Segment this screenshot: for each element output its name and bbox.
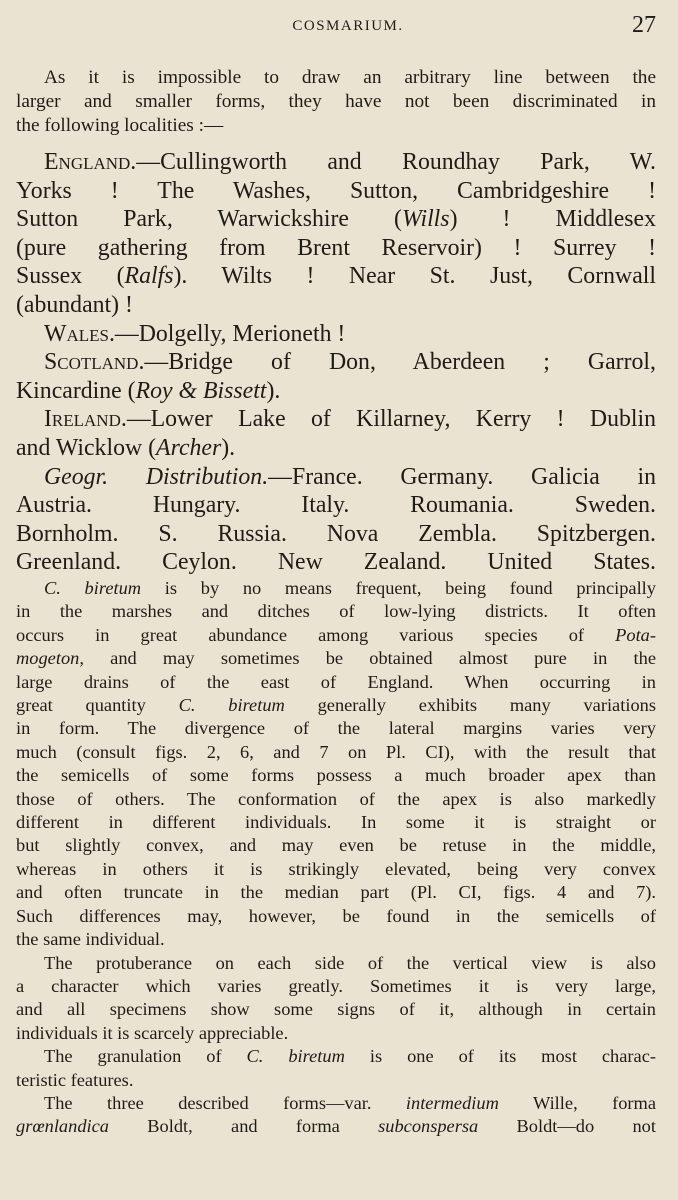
text-line: Kincardine (Roy & Bissett). bbox=[16, 377, 281, 404]
text-line: different in different individuals. In some it is straight or bbox=[16, 812, 656, 833]
text-line: in form. The divergence of the lateral margins varies very bbox=[16, 718, 656, 739]
running-head: COSMARIUM. bbox=[292, 18, 404, 34]
text-line: those of others. The conformation of the apex is also markedly bbox=[16, 788, 656, 809]
text-line: teristic features. bbox=[16, 1069, 134, 1090]
text-line: the semicells of some forms possess a much broader apex than bbox=[16, 765, 656, 786]
text-line: Bornholm. S. Russia. Nova Zembla. Spitzbergen. bbox=[16, 520, 656, 547]
text-line: the same individual. bbox=[16, 929, 165, 950]
text-line: As it is impossible to draw an arbitrary line between the bbox=[44, 67, 656, 88]
text-line: The granulation of C. biretum is one of its most charac- bbox=[44, 1046, 656, 1067]
locality-ireland: Ireland.—Lower Lake of Killarney, Kerry ! Dublin bbox=[44, 406, 656, 433]
text-line: the following localities :— bbox=[16, 115, 224, 136]
text-line: and often truncate in the median part (Pl. CI, figs. 4 and 7). bbox=[16, 882, 656, 903]
text-line: (pure gathering from Brent Reservoir) ! Surrey ! bbox=[16, 234, 656, 261]
text-line: Greenland. Ceylon. New Zealand. United States. bbox=[16, 549, 656, 576]
text-line: grœnlandica Boldt, and forma subconspersa Boldt—do not bbox=[16, 1116, 656, 1137]
text-line: great quantity C. biretum generally exhibits many variations bbox=[16, 695, 656, 716]
text-line: Such differences may, however, be found in the semicells of bbox=[16, 905, 656, 926]
page-header bbox=[0, 14, 678, 44]
text-line: The three described forms—var. intermedium Wille, forma bbox=[44, 1092, 657, 1113]
text-line: and all specimens show some signs of it, although in certain bbox=[16, 999, 656, 1020]
text-line: large drains of the east of England. When occurring in bbox=[16, 671, 656, 692]
text-line: Sussex (Ralfs). Wilts ! Near St. Just, Cornwall bbox=[16, 263, 656, 290]
text-line: much (consult figs. 2, 6, and 7 on Pl. CI), with the result that bbox=[16, 741, 656, 762]
locality-scotland: Scotland.—Bridge of Don, Aberdeen ; Garrol, bbox=[44, 349, 656, 376]
body-text bbox=[16, 577, 656, 1139]
text-line: The protuberance on each side of the vertical view is also bbox=[44, 952, 656, 973]
text-line: C. biretum is by no means frequent, being found principally bbox=[44, 578, 656, 598]
distribution-label: Geogr. Distribution. bbox=[44, 463, 269, 490]
text-line: Yorks ! The Washes, Sutton, Cambridgeshire ! bbox=[16, 177, 656, 204]
text-line: Sutton Park, Warwickshire (Wills) ! Middlesex bbox=[16, 206, 656, 233]
text-line: in the marshes and ditches of low-lying districts. It often bbox=[16, 601, 656, 622]
region-label: Wales. bbox=[44, 320, 115, 347]
text-line: individuals it is scarcely appreciable. bbox=[16, 1022, 289, 1043]
text-line: a character which varies greatly. Sometimes it is very large, bbox=[16, 975, 656, 996]
text-line: Austria. Hungary. Italy. Roumania. Sweden. bbox=[16, 492, 656, 519]
region-label: Ireland. bbox=[44, 406, 127, 433]
geographic-distribution: Geogr. Distribution.—France. Germany. Galicia in bbox=[44, 463, 656, 490]
region-label: Scotland. bbox=[44, 349, 145, 376]
localities-section bbox=[16, 148, 656, 577]
text-line: and Wicklow (Archer). bbox=[16, 434, 236, 461]
intro-paragraph bbox=[16, 66, 656, 138]
text-line: mogeton, and may sometimes be obtained almost pure in the bbox=[16, 648, 656, 669]
text-line: (abundant) ! bbox=[16, 291, 133, 318]
text-line: whereas in others it is strikingly elevated, being very convex bbox=[16, 858, 656, 879]
page-number: 27 bbox=[632, 12, 656, 38]
text-line: larger and smaller forms, they have not been discriminated in bbox=[16, 91, 656, 112]
locality-england: England.—Cullingworth and Roundhay Park, W. bbox=[44, 149, 656, 175]
locality-wales: Wales.—Dolgelly, Merioneth ! bbox=[44, 320, 346, 347]
text-line: occurs in great abundance among various species of Pota- bbox=[16, 624, 656, 645]
region-label: England. bbox=[44, 149, 137, 175]
text-line: but slightly convex, and may even be retuse in the middle, bbox=[16, 835, 656, 856]
